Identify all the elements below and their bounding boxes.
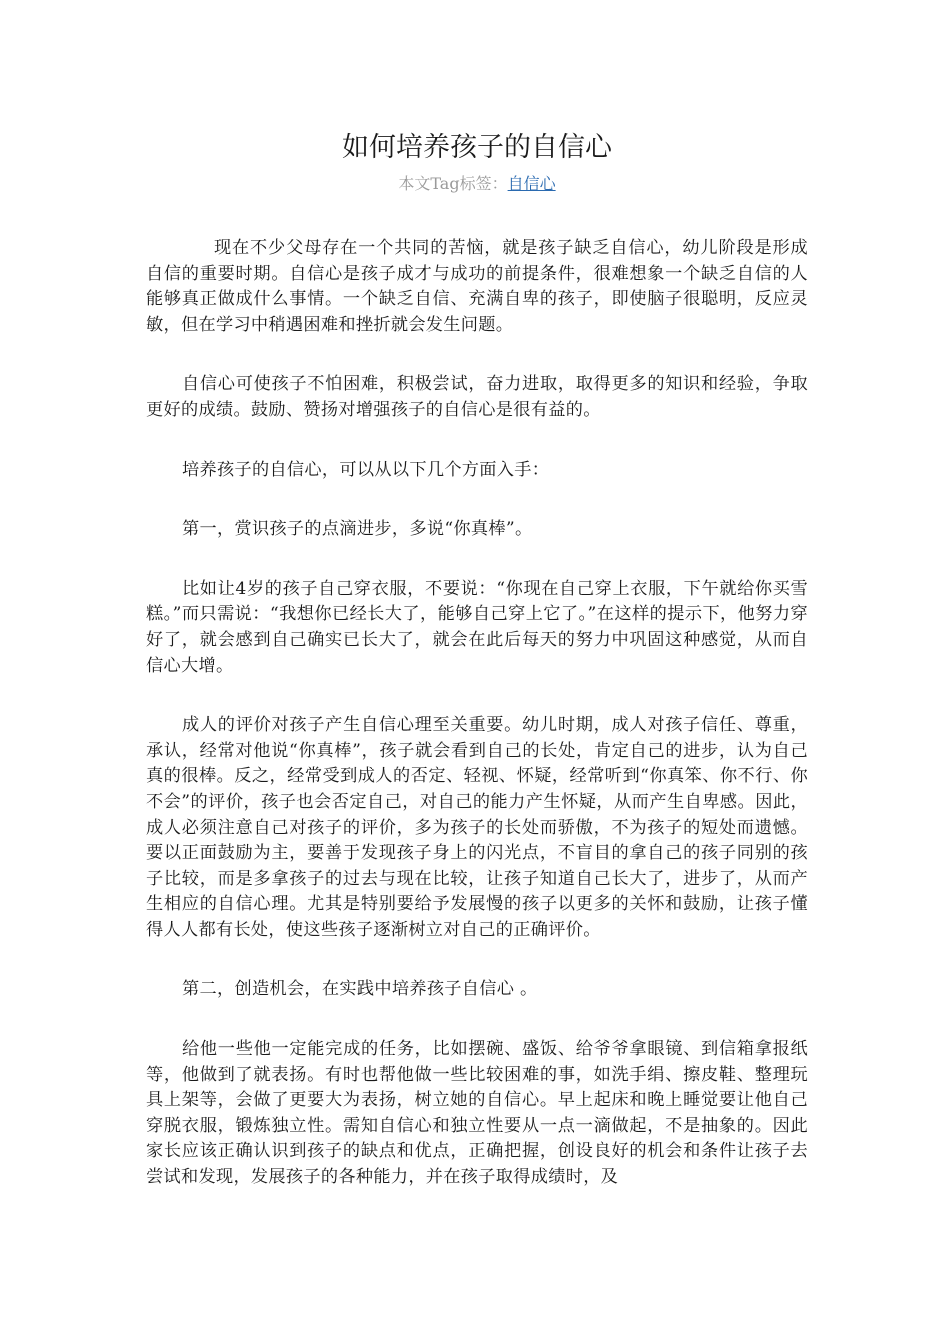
paragraph-approach: 培养孩子的自信心，可以从以下几个方面入手： <box>182 459 550 480</box>
paragraph-dressing-example: 比如让4岁的孩子自己穿衣服，不要说：“你现在自己穿上衣服，下午就给你买雪糕。”而只需说：“我想你已经长大了，能够自己穿上它了。”在这样的提示下，他努力穿好了，就会感到自己确实已长大了，就会在此后每天的努力中巩固这种感觉，从而自信心大增。 <box>146 578 808 676</box>
tag-line <box>146 172 808 196</box>
paragraph-intro: 现在不少父母存在一个共同的苦恼，就是孩子缺乏自信心，幼儿阶段是形成自信的重要时期。自信心是孩子成才与成功的前提条件，很难想象一个缺乏自信的人能够真正做成什么事情。一个缺乏自信、充满自卑的孩子，即使脑子很聪明，反应灵敏，但在学习中稍遇困难和挫折就会发生问题。 <box>146 238 808 335</box>
paragraph-practice-tasks: 给他一些他一定能完成的任务，比如摆碗、盛饭、给爷爷拿眼镜、到信箱拿报纸等，他做到了就表扬。有时也帮他做一些比较困难的事，如洗手绢、擦皮鞋、整理玩具上架等，会做了更要大为表扬，树立她的自信心。早上起床和晚上睡觉要让他自己穿脱衣服，锻炼独立性。需知自信心和独立性要从一点一滴做起，不是抽象的。因此家长应该正确认识到孩子的缺点和优点，正确把握，创设良好的机会和条件让孩子去尝试和发现，发展孩子的各种能力，并在孩子取得成绩时，及 <box>146 1039 808 1188</box>
tag-link-confidence[interactable]: 自信心 <box>507 174 556 193</box>
tag-prefix: 本文Tag标签： <box>398 174 508 193</box>
paragraph-benefits: 自信心可使孩子不怕困难，积极尝试，奋力进取，取得更多的知识和经验，争取更好的成绩。鼓励、赞扬对增强孩子的自信心是很有益的。 <box>146 374 808 420</box>
document-title: 如何培养孩子的自信心 <box>342 132 612 163</box>
paragraph-point-one-heading: 第一，赏识孩子的点滴进步，多说“你真棒”。 <box>182 519 533 540</box>
document-body <box>146 236 808 1191</box>
paragraph-point-two-heading: 第二，创造机会，在实践中培养孩子自信心 。 <box>182 979 538 1000</box>
paragraph-adult-evaluation: 成人的评价对孩子产生自信心理至关重要。幼儿时期，成人对孩子信任、尊重，承认，经常对他说“你真棒”，孩子就会看到自己的长处，肯定自己的进步，认为自己真的很棒。反之，经常受到成人的否定、轻视、怀疑，经常听到“你真笨、你不行、你不会”的评价，孩子也会否定自己，对自己的能力产生怀疑，从而产生自卑感。因此，成人必须注意自己对孩子的评价，多为孩子的长处而骄傲，不为孩子的短处而遗憾。要以正面鼓励为主，要善于发现孩子身上的闪光点，不盲目的拿自己的孩子同别的孩子比较，而是多拿孩子的过去与现在比较，让孩子知道自己长大了，进步了，从而产生相应的自信心理。尤其是特别要给予发展慢的孩子以更多的关怀和鼓励，让孩子懂得人人都有长处，使这些孩子逐渐树立对自己的正确评价。 <box>146 715 808 940</box>
document-page <box>146 128 808 1225</box>
